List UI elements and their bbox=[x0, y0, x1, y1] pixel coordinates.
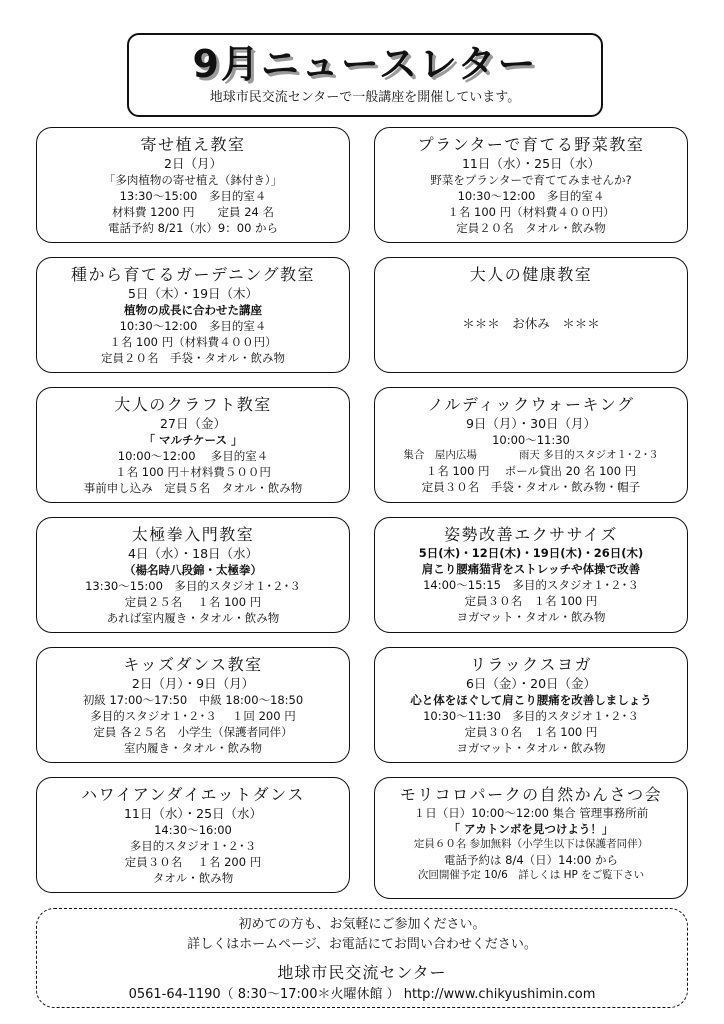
class-note: 電話予約は 8/4（日）14:00 から bbox=[444, 853, 618, 867]
class-note: 定員２０名 手袋・タオル・飲み物 bbox=[101, 351, 285, 365]
class-fee: １名 100 円（材料費４００円） bbox=[109, 335, 277, 349]
class-time: 10:00～11:30 bbox=[492, 433, 570, 447]
class-note: ヨガマット・タオル・飲み物 bbox=[456, 741, 606, 755]
class-card-health bbox=[374, 257, 688, 373]
class-date: 11日（水）・25日（水） bbox=[461, 156, 601, 171]
class-date: 6日（金）・20日（金） bbox=[465, 676, 597, 691]
class-fee: １名 100 円＋材料費５００円 bbox=[115, 465, 271, 479]
class-date: １日（日）10:00～12:00 集合 管理事務所前 bbox=[413, 806, 649, 820]
class-card-yoga bbox=[374, 647, 688, 763]
class-place: 集合 屋内広場 雨天 多目的スタジオ１･２･３ bbox=[403, 449, 659, 461]
contact-footer bbox=[36, 908, 688, 1008]
spacer bbox=[375, 285, 687, 315]
class-date: 27日（金） bbox=[160, 416, 226, 431]
class-time: 10:00～12:00 多目的室４ bbox=[117, 449, 269, 463]
footer-line-2: 詳しくはホームページ、お電話にてお問い合わせください。 bbox=[187, 937, 537, 952]
class-time: 14:00～15:15 多目的スタジオ１･２･３ bbox=[423, 578, 639, 592]
class-title: 大人の健康教室 bbox=[469, 265, 593, 284]
class-time: 13:30～15:00 多目的スタジオ１･２･３ bbox=[85, 579, 301, 593]
class-note: 事前申し込み 定員５名 タオル・飲み物 bbox=[83, 481, 303, 495]
class-title: ノルディックウォーキング bbox=[427, 395, 635, 414]
class-card-taikyoku bbox=[36, 517, 350, 633]
contact-info: 0561-64-1190（ 8:30～17:00＊火曜休館 ） http://www.chikyushimin.com bbox=[128, 987, 596, 1002]
class-date: 5日(木)・12日(木)・19日(木)・26日(木) bbox=[418, 546, 644, 560]
class-next: 次回開催予定 10/6 詳しくは HP をご覧下さい bbox=[417, 869, 645, 881]
class-note: あれば室内履き・タオル・飲み物 bbox=[106, 611, 280, 625]
class-date: 4日（水）・18日（水） bbox=[127, 546, 259, 561]
class-desc: 「 アカトンボを見つけよう！」 bbox=[448, 822, 614, 836]
class-title: モリコロパークの自然かんさつ会 bbox=[399, 785, 663, 804]
class-desc: 植物の成長に合わせた講座 bbox=[124, 303, 262, 317]
class-title: リラックスヨガ bbox=[469, 655, 593, 674]
class-time: 10:30～12:00 多目的室４ bbox=[119, 319, 267, 333]
class-note: ヨガマット・タオル・飲み物 bbox=[456, 610, 606, 624]
class-date: 11日（水）・25日（水） bbox=[123, 806, 263, 821]
organization-name: 地球市民交流センター bbox=[277, 963, 447, 982]
class-fee: 定員６０名 参加無料（小学生以下は保護者同伴） bbox=[413, 838, 649, 850]
class-desc: 「多肉植物の寄せ植え（鉢付き）」 bbox=[103, 173, 283, 187]
class-fee: 定員３０名 １名 100 円 bbox=[464, 725, 598, 739]
class-title: 姿勢改善エクササイズ bbox=[444, 525, 618, 544]
class-title: 太極拳入門教室 bbox=[131, 525, 255, 544]
class-title: 大人のクラフト教室 bbox=[114, 395, 272, 414]
class-card-nature bbox=[374, 777, 688, 899]
class-card-kids bbox=[36, 647, 350, 763]
class-note: 定員３０名 手袋・タオル・飲み物・帽子 bbox=[421, 480, 641, 494]
class-levels: 初級 17:00～17:50 中級 18:00～18:50 bbox=[82, 693, 304, 707]
class-time: 10:30～12:00 多目的室４ bbox=[457, 189, 605, 203]
class-fee: 定員３０名 １名 100 円 bbox=[464, 594, 598, 608]
class-card-hawaii bbox=[36, 777, 350, 893]
class-fee: １名 100 円 ポール貸出 20 名 100 円 bbox=[425, 464, 637, 478]
class-date: 2日（月）・9日（月） bbox=[131, 676, 255, 691]
class-title: 寄せ植え教室 bbox=[140, 135, 246, 154]
class-note: 定員２０名 タオル・飲み物 bbox=[456, 221, 606, 235]
class-title: ハワイアンダイエットダンス bbox=[81, 785, 305, 804]
footer-line-1: 初めての方も、お気軽にご参加ください。 bbox=[238, 917, 486, 932]
class-card-posture bbox=[374, 517, 688, 633]
class-card-craft bbox=[36, 387, 350, 503]
class-desc: （楊名時八段錦・太極拳） bbox=[124, 563, 262, 577]
class-title: 種から育てるガーデニング教室 bbox=[70, 265, 316, 284]
class-note: タオル・飲み物 bbox=[152, 871, 234, 885]
newsletter-title: 9月ニュースレター bbox=[192, 42, 538, 86]
newsletter-subtitle: 地球市民交流センターで一般講座を開催しています。 bbox=[209, 90, 521, 105]
class-capacity: 定員 各２５名 小学生（保護者同伴） bbox=[93, 725, 293, 739]
class-desc: 「 マルチケース 」 bbox=[143, 433, 243, 447]
class-status: ＊＊＊ お休み ＊＊＊ bbox=[462, 316, 600, 331]
class-fee: 定員３０名 １名 200 円 bbox=[124, 855, 262, 869]
class-fee: 材料費 1200 円 定員 24 名 bbox=[111, 205, 275, 219]
class-title: キッズダンス教室 bbox=[123, 655, 263, 674]
class-card-planter bbox=[374, 127, 688, 243]
class-fee: 定員２５名 １名 100 円 bbox=[124, 595, 262, 609]
class-date: 9日（月）・30日（月） bbox=[465, 416, 597, 431]
class-title: プランターで育てる野菜教室 bbox=[417, 135, 645, 154]
class-date: 2日（月） bbox=[164, 156, 222, 171]
class-fee: １名 100 円（材料費４００円） bbox=[447, 205, 615, 219]
class-card-yoseue bbox=[36, 127, 350, 243]
class-place: 多目的スタジオ１･２･３ bbox=[129, 839, 257, 853]
class-time: 13:30～15:00 多目的室４ bbox=[119, 189, 267, 203]
class-card-nordic bbox=[374, 387, 688, 503]
class-time: 10:30～11:30 多目的スタジオ１･２･３ bbox=[423, 709, 639, 723]
class-note: 電話予約 8/21（水）9：00 から bbox=[107, 221, 279, 235]
class-desc: 心と体をほぐして肩こり腰痛を改善しましょう bbox=[410, 693, 652, 707]
class-card-gardening bbox=[36, 257, 350, 373]
class-place: 多目的スタジオ１･２･３ １回 200 円 bbox=[90, 709, 296, 723]
class-desc: 肩こり腰痛猫背をストレッチや体操で改善 bbox=[421, 562, 641, 576]
class-desc: 野菜をプランターで育ててみませんか? bbox=[430, 173, 632, 187]
class-time: 14:30～16:00 bbox=[154, 823, 232, 837]
class-date: 5日（木）・19日（木） bbox=[127, 286, 259, 301]
newsletter-header bbox=[127, 33, 603, 117]
class-note: 室内履き・タオル・飲み物 bbox=[124, 741, 262, 755]
